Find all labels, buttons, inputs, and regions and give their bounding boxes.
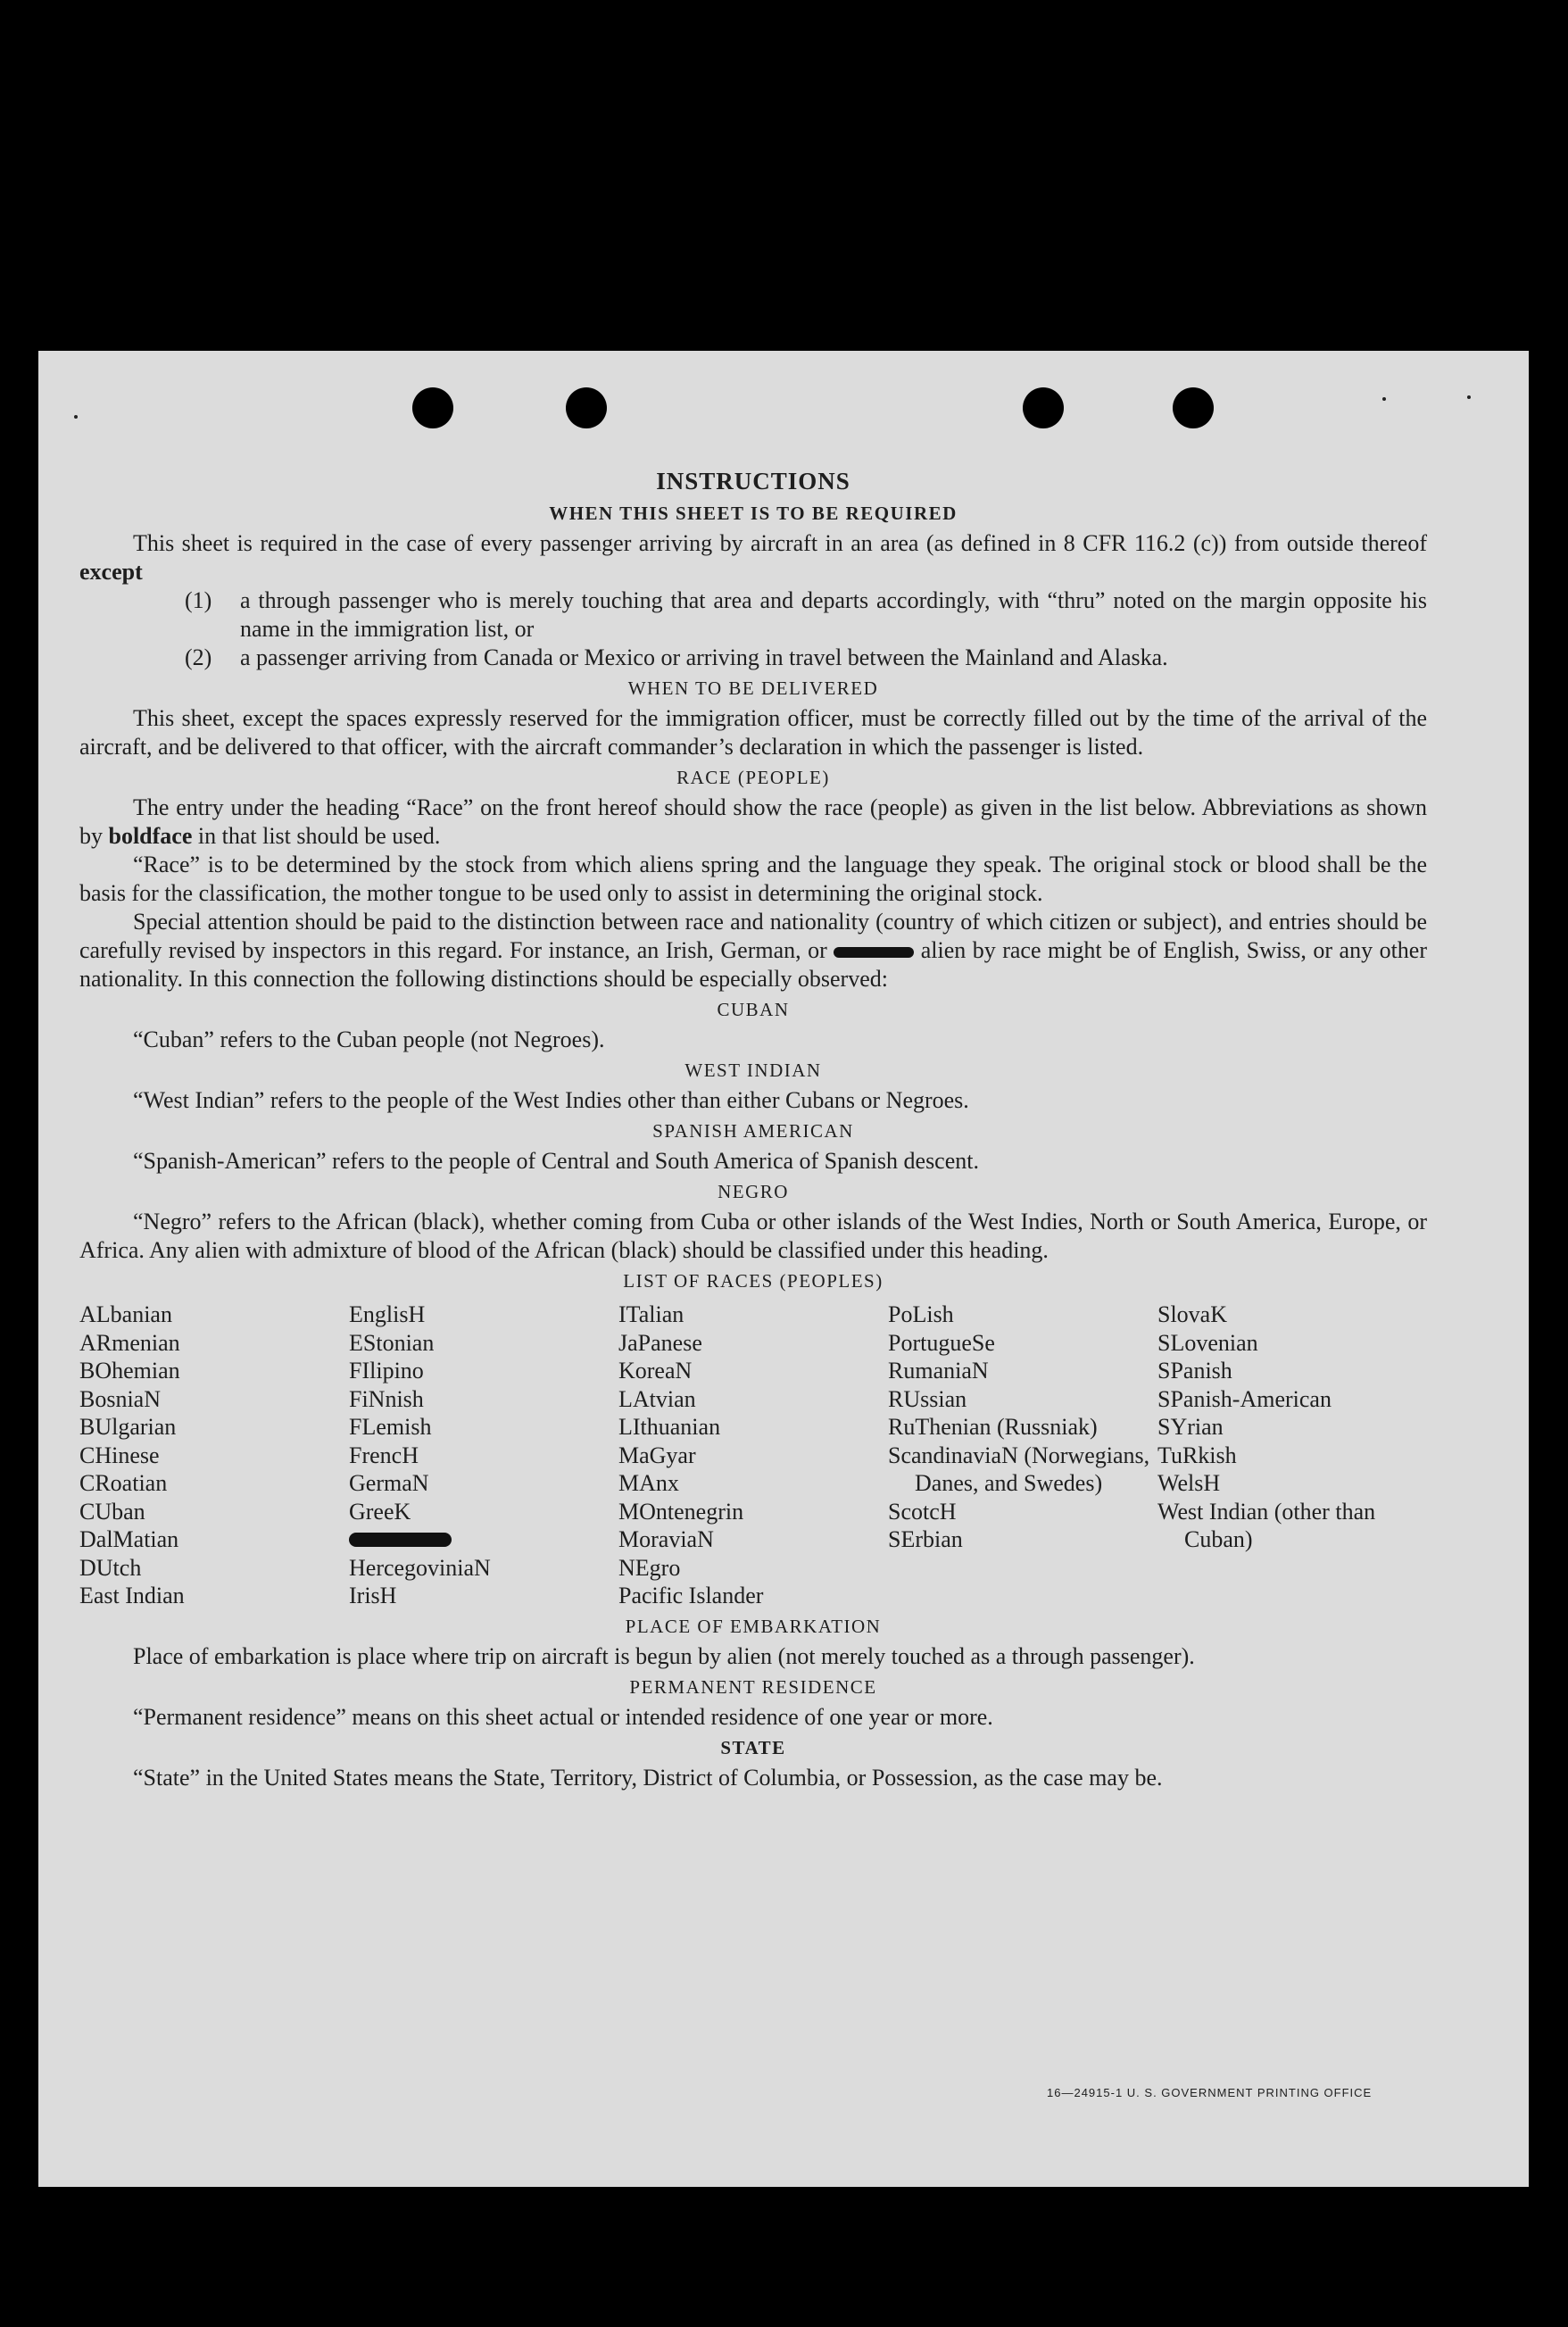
race-item: West Indian (other than Cuban) bbox=[1157, 1498, 1376, 1552]
heading-state: STATE bbox=[720, 1736, 786, 1758]
races-column-2 bbox=[349, 1301, 618, 1610]
race-item: East Indian bbox=[79, 1583, 185, 1608]
race-item: MoraviaN bbox=[618, 1526, 714, 1552]
race-item: JaPanese bbox=[618, 1329, 702, 1356]
race-item: IrisH bbox=[349, 1583, 397, 1608]
negro-text: “Negro” refers to the African (black), whether coming from Cuba or other islands of the West Indies, North or South America, Europe, or Africa. Any alien with admixture of blood of the African (black) should be classified under this heading. bbox=[79, 1209, 1427, 1263]
race-item: DUtch bbox=[79, 1554, 142, 1581]
spanish-american-text: “Spanish-American” refers to the people of Central and South America of Spanish descent. bbox=[133, 1148, 979, 1174]
races-column-3 bbox=[618, 1301, 888, 1610]
redaction-mark bbox=[834, 947, 914, 958]
speck bbox=[74, 415, 78, 419]
races-column-1 bbox=[79, 1301, 349, 1610]
race-item: GreeK bbox=[349, 1498, 411, 1525]
punch-hole bbox=[1023, 387, 1064, 428]
embarkation-text: Place of embarkation is place where trip on aircraft is begun by alien (not merely touched as a through passenger). bbox=[133, 1642, 1195, 1669]
race-item: SlovaK bbox=[1157, 1301, 1227, 1327]
heading-embarkation: PLACE OF EMBARKATION bbox=[625, 1615, 882, 1637]
race-item: MaGyar bbox=[618, 1442, 696, 1468]
west-indian-text: “West Indian” refers to the people of the West Indies other than either Cubans or Negroes. bbox=[133, 1087, 969, 1113]
residence-text: “Permanent residence” means on this sheet actual or intended residence of one year or more. bbox=[133, 1703, 993, 1730]
when-delivered-text: This sheet, except the spaces expressly reserved for the immigration officer, must be correctly filled out by the time of the arrival of the aircraft, and be delivered to that officer, with the aircraft commander’s declaration in which the passenger is listed. bbox=[79, 705, 1427, 760]
printer-imprint: 16—24915-1 U. S. GOVERNMENT PRINTING OFFICE bbox=[1047, 2086, 1373, 2099]
race-item: SYrian bbox=[1157, 1414, 1224, 1440]
race-item: ScotcH bbox=[888, 1498, 957, 1525]
race-item: TuRkish bbox=[1157, 1442, 1237, 1468]
heading-race: RACE (PEOPLE) bbox=[676, 767, 830, 788]
races-list bbox=[79, 1301, 1427, 1610]
cuban-text: “Cuban” refers to the Cuban people (not Negroes). bbox=[133, 1026, 605, 1052]
race-item: CRoatian bbox=[79, 1470, 168, 1496]
race-item: PortugueSe bbox=[888, 1329, 995, 1356]
instructions-content bbox=[79, 465, 1427, 1792]
heading-when-required: WHEN THIS SHEET IS TO BE REQUIRED bbox=[549, 503, 958, 524]
page-title: INSTRUCTIONS bbox=[656, 468, 850, 494]
race-item: CUban bbox=[79, 1498, 145, 1525]
race-item: CHinese bbox=[79, 1442, 160, 1468]
race-item: FiNnish bbox=[349, 1385, 424, 1412]
speck bbox=[1382, 397, 1386, 401]
race-item: EnglisH bbox=[349, 1301, 426, 1327]
race-item: RUssian bbox=[888, 1385, 967, 1412]
race-item: Pacific Islander bbox=[618, 1583, 764, 1608]
race-item: RuThenian (Russniak) bbox=[888, 1414, 1098, 1440]
race-paragraph-1: The entry under the heading “Race” on the front hereof should show the race (people) as given in the list below. Abbreviations as shown by boldface in that list should be used. bbox=[79, 794, 1427, 849]
race-item: SLovenian bbox=[1157, 1329, 1258, 1356]
race-item: WelsH bbox=[1157, 1470, 1221, 1496]
heading-west-indian: WEST INDIAN bbox=[684, 1060, 822, 1081]
race-item: KoreaN bbox=[618, 1358, 693, 1384]
race-item: FLemish bbox=[349, 1414, 432, 1440]
race-item: MOntenegrin bbox=[618, 1498, 744, 1525]
race-item: ITalian bbox=[618, 1301, 684, 1327]
race-item: PoLish bbox=[888, 1301, 954, 1327]
race-item: EStonian bbox=[349, 1329, 435, 1356]
races-column-4 bbox=[888, 1301, 1157, 1610]
race-item: FIlipino bbox=[349, 1358, 424, 1384]
when-required-intro: This sheet is required in the case of every passenger arriving by aircraft in an area (as defined in 8 CFR 116.2 (c)) from outside thereof except bbox=[79, 530, 1427, 585]
races-column-5 bbox=[1157, 1301, 1427, 1610]
heading-permanent-residence: PERMANENT RESIDENCE bbox=[629, 1675, 877, 1698]
race-item: LIthuanian bbox=[618, 1414, 721, 1440]
race-item: BUlgarian bbox=[79, 1414, 177, 1440]
speck bbox=[1467, 395, 1471, 399]
race-item: ALbanian bbox=[79, 1301, 172, 1327]
punch-hole bbox=[1173, 387, 1214, 428]
heading-list-of-races: LIST OF RACES (PEOPLES) bbox=[623, 1270, 884, 1292]
race-item: HercegoviniaN bbox=[349, 1554, 491, 1581]
punch-hole bbox=[566, 387, 607, 428]
race-item: LAtvian bbox=[618, 1385, 696, 1412]
race-item: SPanish-American bbox=[1157, 1385, 1332, 1412]
race-item: NEgro bbox=[618, 1554, 681, 1581]
race-paragraph-3: Special attention should be paid to the distinction between race and nationality (country of which citizen or subject), and entries should be carefully revised by inspectors in this regard. For instance, an Irish, German, or alien by race might be of English, Swiss, or any other nationality. In this connection the following distinctions should be especially observed: bbox=[79, 909, 1427, 992]
race-item: FrencH bbox=[349, 1442, 419, 1468]
race-item: SErbian bbox=[888, 1526, 963, 1552]
race-item: SPanish bbox=[1157, 1358, 1232, 1384]
race-item: MAnx bbox=[618, 1470, 679, 1496]
punch-hole bbox=[412, 387, 453, 428]
race-item: BosniaN bbox=[79, 1385, 161, 1412]
race-item: ScandinaviaN (Norwegians, Danes, and Swedes) bbox=[888, 1442, 1150, 1496]
race-paragraph-2: “Race” is to be determined by the stock from which aliens spring and the language they speak. The original stock or blood shall be the basis for the classification, the mother tongue to be used only to assist in determining the original stock. bbox=[79, 852, 1427, 906]
document-sheet bbox=[38, 351, 1529, 2187]
state-text: “State” in the United States means the State, Territory, District of Columbia, or Possession, as the case may be. bbox=[133, 1764, 1163, 1791]
heading-cuban: CUBAN bbox=[717, 999, 790, 1020]
exception-item: (1) a through passenger who is merely touching that area and departs accordingly, with “thru” noted on the margin opposite his name in the immigration list, or bbox=[185, 587, 1427, 642]
race-item: BOhemian bbox=[79, 1358, 180, 1384]
race-item: RumaniaN bbox=[888, 1358, 989, 1384]
race-item: DalMatian bbox=[79, 1526, 179, 1552]
heading-spanish-american: SPANISH AMERICAN bbox=[652, 1120, 854, 1142]
heading-when-delivered: WHEN TO BE DELIVERED bbox=[627, 677, 879, 699]
heading-negro: NEGRO bbox=[718, 1181, 789, 1202]
redacted-race-item bbox=[349, 1525, 618, 1554]
race-item: GermaN bbox=[349, 1470, 429, 1496]
race-item: ARmenian bbox=[79, 1329, 180, 1356]
exception-item: (2) a passenger arriving from Canada or Mexico or arriving in travel between the Mainland and Alaska. bbox=[185, 644, 1168, 670]
